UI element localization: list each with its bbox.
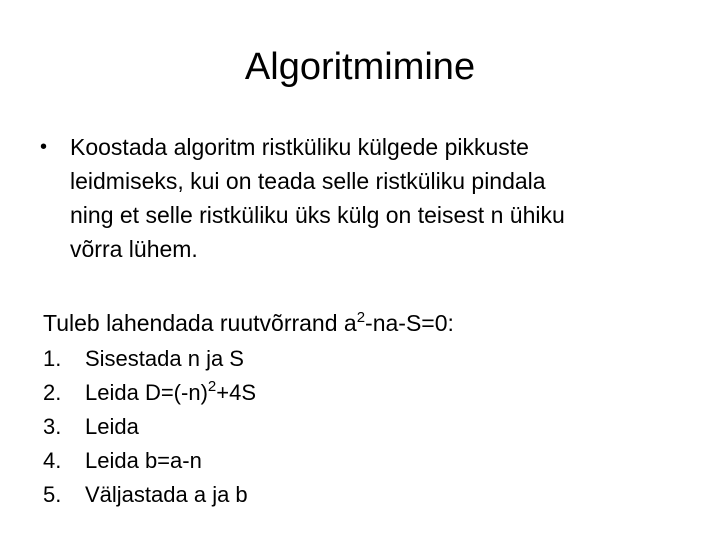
bullet-line: võrra lühem. — [70, 236, 198, 262]
equation-intro-text: Tuleb lahendada ruutvõrrand a — [43, 310, 357, 336]
bullet-line: ning et selle ristküliku üks külg on teisest n ühiku — [70, 202, 565, 228]
bullet-line: Koostada algoritm ristküliku külgede pikkuste — [70, 134, 529, 160]
step-text: Leida b=a-n — [85, 448, 202, 473]
equation-exponent: 2 — [356, 309, 366, 326]
bullet-line: leidmiseks, kui on teada selle ristküliku pindala — [70, 168, 546, 194]
step-text: Sisestada n ja S — [85, 346, 244, 371]
step-number: 5. — [43, 482, 62, 507]
equation-intro — [43, 306, 454, 340]
step-text — [85, 378, 256, 408]
step-number: 4. — [43, 448, 62, 473]
step-number: 3. — [43, 414, 62, 439]
step-text-part: Leida D=(-n) — [85, 380, 208, 405]
step-number: 2. — [43, 380, 62, 405]
step-text: Leida — [85, 414, 139, 439]
bullet-marker: • — [40, 136, 48, 158]
step-number: 1. — [43, 346, 62, 371]
step-exponent: 2 — [207, 378, 217, 395]
equation-intro-rest: -na-S=0: — [365, 310, 454, 336]
step-text-part: +4S — [216, 380, 256, 405]
bullet-text — [70, 130, 565, 266]
slide-title: Algoritmimine — [244, 46, 476, 88]
step-text: Väljastada a ja b — [85, 482, 248, 507]
